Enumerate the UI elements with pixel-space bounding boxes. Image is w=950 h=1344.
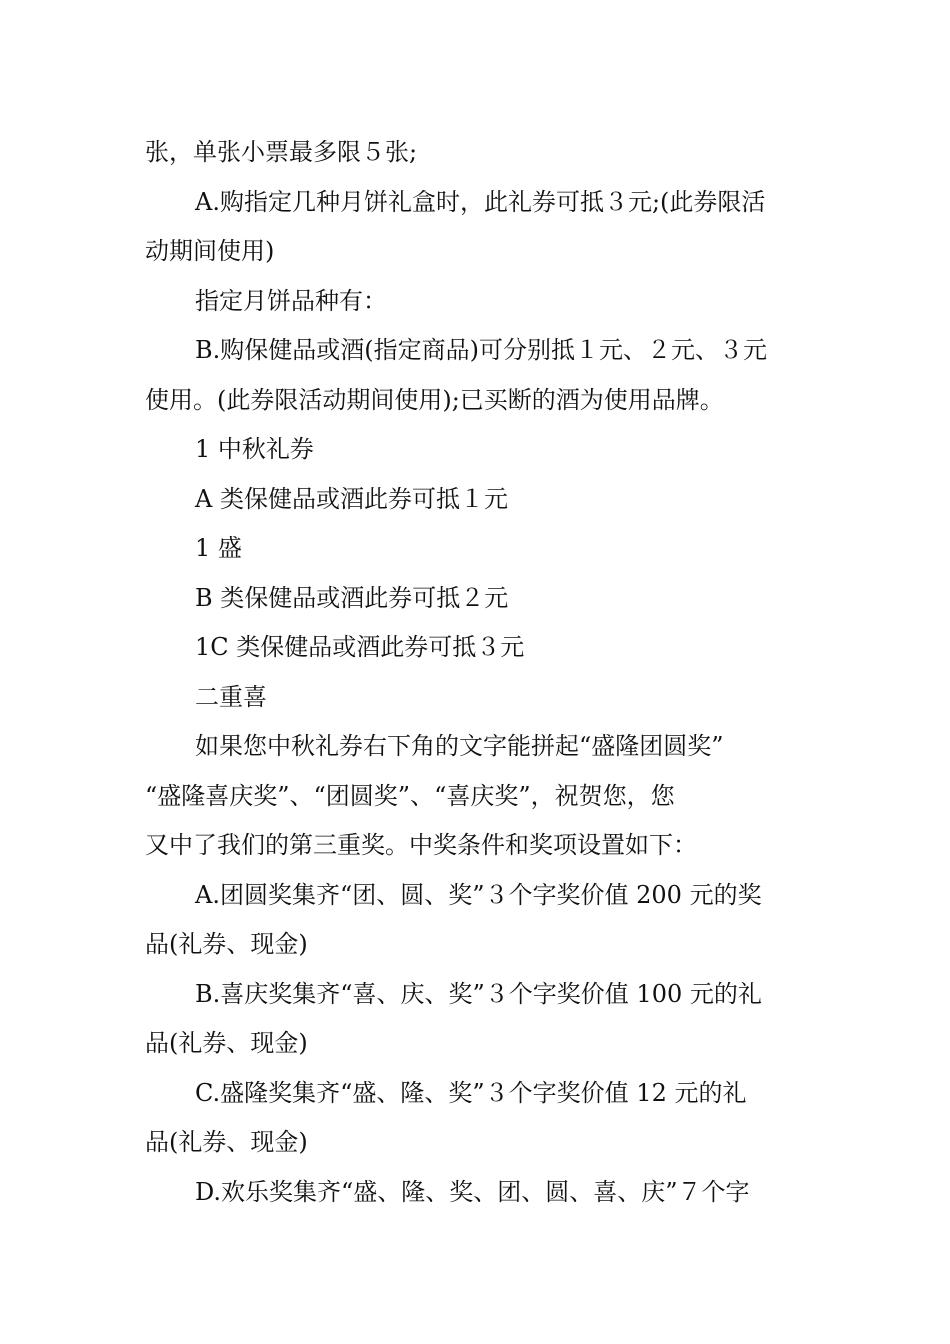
text-line: 二重喜	[195, 682, 267, 711]
text-line: 品(礼券、现金)	[145, 1128, 308, 1156]
text-line: B.喜庆奖集齐“喜、庆、奖”３个字奖价值 100 元的礼	[195, 979, 762, 1008]
text-line: C.盛隆奖集齐“盛、隆、奖”３个字奖价值 12 元的礼	[195, 1078, 747, 1107]
text-line: 指定月饼品种有：	[195, 286, 387, 315]
text-line: D.欢乐奖集齐“盛、隆、奖、团、圆、喜、庆”７个字	[195, 1177, 750, 1206]
text-line: A 类保健品或酒此券可抵１元	[195, 484, 508, 513]
text-line: “盛隆喜庆奖”、“团圆奖”、“喜庆奖”，祝贺您，您	[145, 781, 675, 810]
text-line: 动期间使用)	[145, 237, 275, 265]
text-line: A.团圆奖集齐“团、圆、奖”３个字奖价值 200 元的奖	[195, 880, 762, 909]
text-line: 1 盛	[195, 534, 242, 562]
text-line: B.购保健品或酒(指定商品)可分别抵１元、２元、３元	[195, 336, 767, 364]
document-body	[145, 128, 810, 1217]
text-line: 如果您中秋礼券右下角的文字能拼起“盛隆团圆奖”	[195, 732, 724, 760]
text-line: 品(礼券、现金)	[145, 1029, 308, 1057]
text-line: 品(礼券、现金)	[145, 930, 308, 958]
text-line: 1C 类保健品或酒此券可抵３元	[195, 633, 525, 661]
text-line: 又中了我们的第三重奖。中奖条件和奖项设置如下：	[145, 831, 697, 859]
text-line: 1 中秋礼券	[195, 435, 314, 463]
text-line: A.购指定几种月饼礼盒时，此礼券可抵３元;(此券限活	[195, 187, 766, 216]
text-line: B 类保健品或酒此券可抵２元	[195, 583, 509, 612]
text-line: 张，单张小票最多限５张;	[145, 138, 418, 166]
text-line: 使用。(此券限活动期间使用);已买断的酒为使用品牌。	[145, 385, 724, 414]
